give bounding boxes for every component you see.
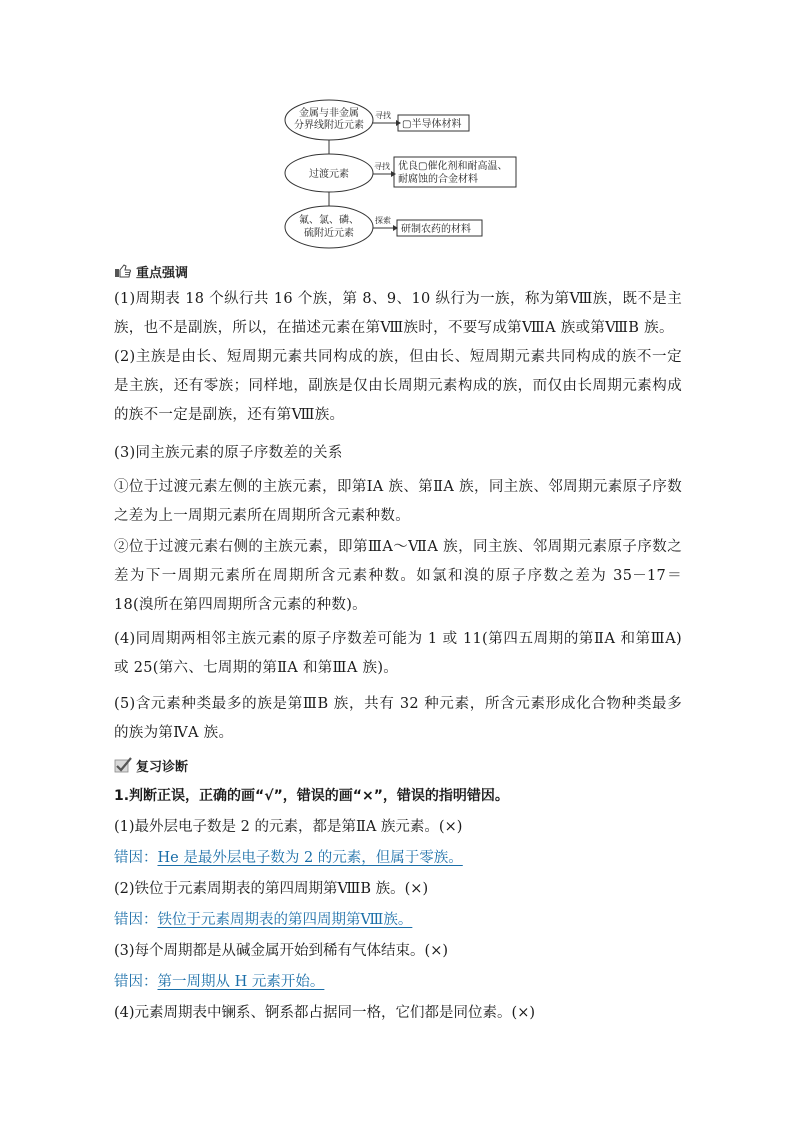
checkmark-icon: [114, 757, 132, 773]
node-ellipse: [285, 206, 373, 248]
diagram-node-2: [285, 154, 516, 192]
result-text-line1: 优良▢催化剂和耐高温、: [398, 161, 508, 172]
reason-text: 第一周期从 H 元素开始。: [157, 974, 325, 990]
key-points-heading: [114, 262, 188, 280]
question-1: (1)最外层电子数是 2 的元素，都是第ⅡA 族元素。(×): [114, 819, 463, 835]
reason-label: 错因：: [114, 850, 158, 866]
question-title: 1.判断正误，正确的画“√”，错误的画“×”，错误的指明错因。: [114, 788, 509, 804]
node-text-line2: 分界线附近元素: [294, 120, 364, 131]
pointing-hand-icon: [114, 263, 132, 279]
question-3: (3)每个周期都是从碱金属开始到稀有气体结束。(×): [114, 943, 449, 959]
reason-text: He 是最外层电子数为 2 的元素，但属于零族。: [157, 850, 463, 866]
key-point-3: (3)同主族元素的原子序数差的关系: [114, 445, 343, 461]
diagram-node-1: [285, 100, 469, 140]
node-text-line1: 氟、氯、磷、: [299, 215, 359, 226]
element-application-diagram: [0, 0, 794, 250]
key-point-1: (1)周期表 18 个纵行共 16 个族，第 8、9、10 纵行为一族，称为第Ⅷ族，既不是主族，也不是副族，所以，在描述元素在第Ⅷ族时，不要写成第ⅧA 族或第ⅧB 族。: [114, 291, 682, 336]
key-point-5: (5)含元素种类最多的族是第ⅢB 族，共有 32 种元素，所含元素形成化合物种类最多的族为第ⅣA 族。: [114, 696, 682, 741]
key-point-4: (4)同周期两相邻主族元素的原子序数差可能为 1 或 11(第四五周期的第ⅡA 和第ⅢA)或 25(第六、七周期的第ⅡA 和第ⅢA 族)。: [114, 631, 682, 676]
node-text-line1: 金属与非金属: [299, 108, 359, 119]
key-points-heading-text: 重点强调: [136, 265, 189, 281]
arrow-verb: 探索: [375, 216, 391, 225]
reason-1: [114, 848, 694, 868]
review-heading: [114, 756, 188, 774]
reason-label: 错因：: [114, 974, 158, 990]
reason-2: [114, 910, 694, 930]
question-2: (2)铁位于元素周期表的第四周期第ⅧB 族。(×): [114, 881, 429, 897]
node-text-line1: 过渡元素: [309, 169, 349, 180]
review-heading-text: 复习诊断: [136, 759, 189, 775]
key-point-2: (2)主族是由长、短周期元素共同构成的族，但由长、短周期元素共同构成的族不一定是主族，还有零族；同样地，副族是仅由长周期元素构成的族，而仅由长周期元素构成的族不一定是副族，还有第Ⅷ族。: [114, 349, 682, 423]
reason-label: 错因：: [114, 912, 158, 928]
reason-text: 铁位于元素周期表的第四周期第Ⅷ族。: [157, 912, 413, 928]
diagram-node-3: [285, 206, 482, 248]
result-text: 研制农药的材料: [401, 224, 471, 235]
key-point-3-1: ①位于过渡元素左侧的主族元素，即第ⅠA 族、第ⅡA 族，同主族、邻周期元素原子序数之差为上一周期元素所在周期所含元素种数。: [114, 479, 682, 524]
result-text-line2: 耐腐蚀的合金材料: [398, 174, 478, 185]
arrow-verb: 寻找: [375, 111, 391, 120]
result-text: ▢半导体材料: [402, 119, 462, 130]
node-text-line2: 硫附近元素: [304, 228, 354, 239]
reason-3: [114, 972, 694, 992]
question-4: (4)元素周期表中镧系、锕系都占据同一格，它们都是同位素。(×): [114, 1005, 536, 1021]
arrow-verb: 寻找: [374, 162, 390, 171]
key-point-3-2: ②位于过渡元素右侧的主族元素，即第ⅢA～ⅦA 族，同主族、邻周期元素原子序数之差为下一周期元素所在周期所含元素种数。如氯和溴的原子序数之差为 35－17＝18(溴所在第四周期所含元素的种数)。: [114, 539, 682, 613]
